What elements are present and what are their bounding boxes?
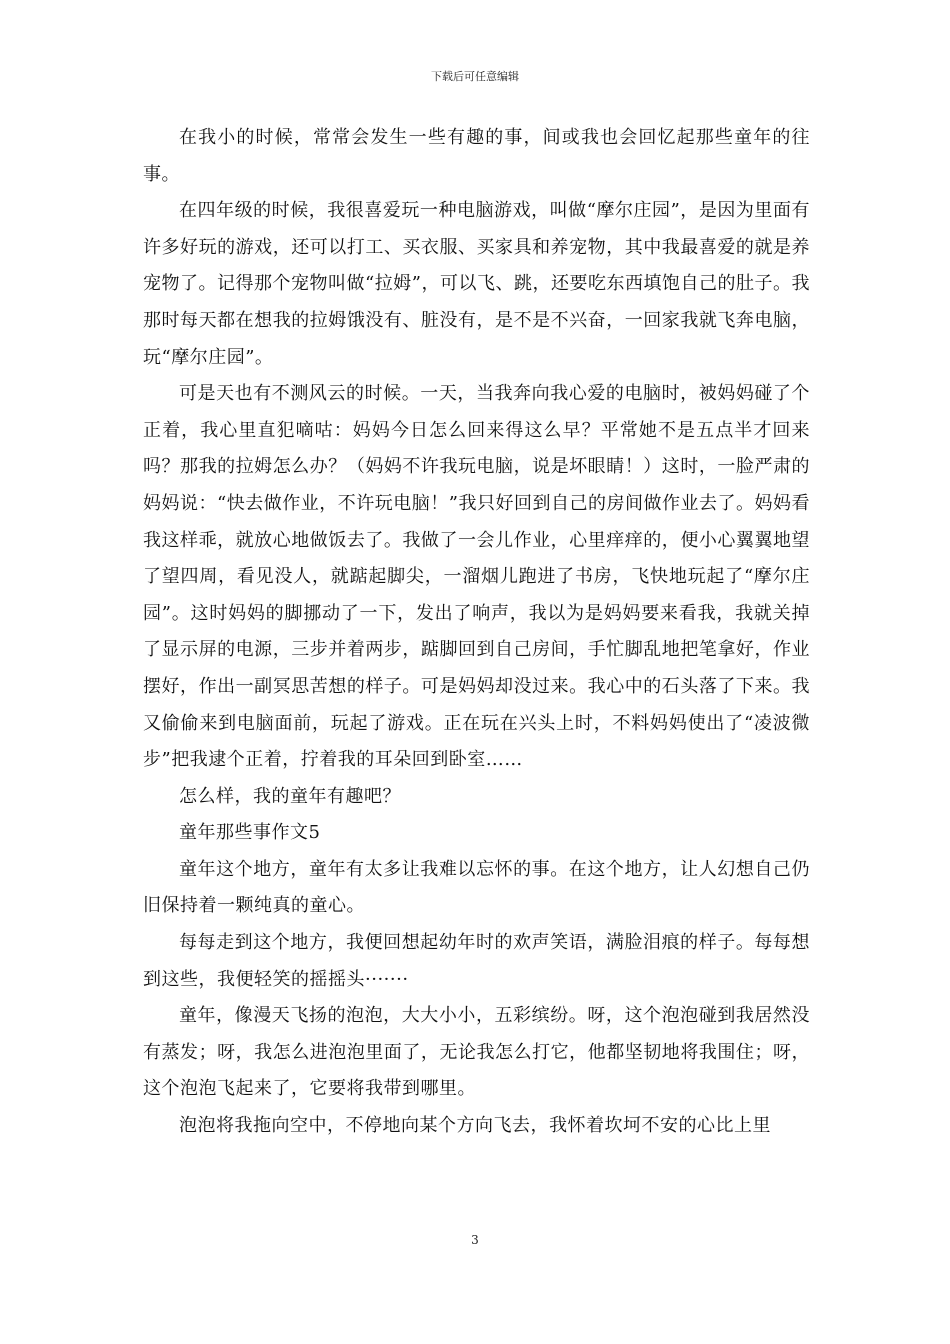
paragraph: 可是天也有不测风云的时候。一天，当我奔向我心爱的电脑时，被妈妈碰了个正着，我心里直犯嘀咕：妈妈今日怎么回来得这么早？平常她不是五点半才回来吗？那我的拉姆怎么办？（妈妈不许我玩电脑，说是坏眼睛！）这时，一脸严肃的妈妈说：“快去做作业，不许玩电脑！”我只好回到自己的房间做作业去了。妈妈看我这样乖，就放心地做饭去了。我做了一会儿作业，心里痒痒的，便小心翼翼地望了望四周，看见没人，就踮起脚尖，一溜烟儿跑进了书房，飞快地玩起了“摩尔庄园”。这时妈妈的脚挪动了一下，发出了响声，我以为是妈妈要来看我，我就关掉了显示屏的电源，三步并着两步，踮脚回到自己房间，手忙脚乱地把笔拿好，作业摆好，作出一副冥思苦想的样子。可是妈妈却没过来。我心中的石头落了下来。我又偷偷来到电脑面前，玩起了游戏。正在玩在兴头上时，不料妈妈使出了“凌波微步”把我逮个正着，拧着我的耳朵回到卧室……	[143, 383, 810, 771]
paragraph: 泡泡将我拖向空中，不停地向某个方向飞去，我怀着坎坷不安的心比上里	[179, 1115, 771, 1137]
paragraph: 在我小的时候，常常会发生一些有趣的事，间或我也会回忆起那些童年的往事。	[143, 127, 810, 185]
section-title: 童年那些事作文5	[179, 822, 321, 844]
paragraph: 在四年级的时候，我很喜爱玩一种电脑游戏，叫做“摩尔庄园”，是因为里面有许多好玩的游戏，还可以打工、买衣服、买家具和养宠物，其中我最喜爱的就是养宠物了。记得那个宠物叫做“拉姆”，可以飞、跳，还要吃东西填饱自己的肚子。我那时每天都在想我的拉姆饿没有、脏没有，是不是不兴奋，一回家我就飞奔电脑，玩“摩尔庄园”。	[143, 200, 810, 368]
paragraph: 每每走到这个地方，我便回想起幼年时的欢声笑语，满脸泪痕的样子。每每想到这些，我便轻笑的摇摇头·······	[143, 932, 810, 990]
document-body	[143, 120, 810, 1145]
paragraph: 童年这个地方，童年有太多让我难以忘怀的事。在这个地方，让人幻想自己仍旧保持着一颗纯真的童心。	[143, 858, 810, 917]
paragraph: 童年，像漫天飞扬的泡泡，大大小小，五彩缤纷。呀，这个泡泡碰到我居然没有蒸发；呀，我怎么进泡泡里面了，无论我怎么打它，他都坚韧地将我围住；呀，这个泡泡飞起来了，它要将我带到哪里。	[143, 1005, 810, 1100]
page-header: 下载后可任意编辑	[431, 70, 519, 83]
page-number: 3	[471, 1233, 479, 1247]
paragraph: 怎么样，我的童年有趣吧？	[179, 785, 401, 807]
